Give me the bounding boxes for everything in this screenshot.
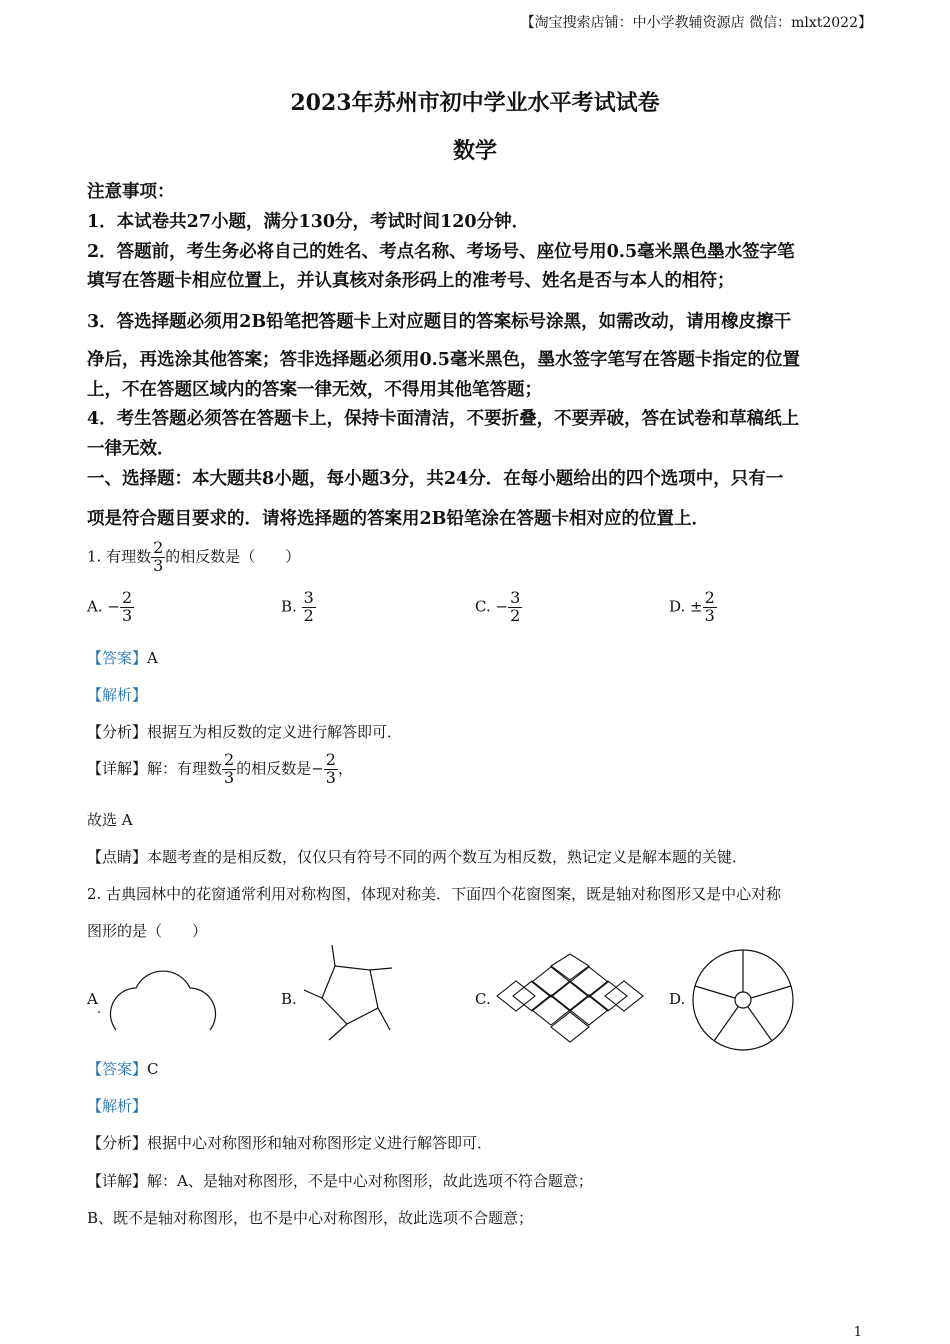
q2-analysis-tag: 【解析】 bbox=[87, 1097, 148, 1115]
q1-dianjing bbox=[87, 846, 747, 867]
option-label: C. bbox=[475, 597, 491, 616]
option-sign: − bbox=[495, 597, 509, 616]
fraction-numerator: 2 bbox=[153, 538, 164, 557]
section-heading: 项是符合题目要求的．请将选择题的答案用2B铅笔涂在答题卡相对应的位置上． bbox=[87, 509, 709, 529]
fenxi-tag: 【分析】 bbox=[87, 1134, 148, 1152]
detail-text: 的相反数是− bbox=[236, 759, 324, 778]
detail-tag: 【详解】 bbox=[87, 1172, 148, 1190]
notice-item: 3．答选择题必须用2B铅笔把答题卡上对应题目的答案标号涂黑，如需改动，请用橡皮擦干 bbox=[87, 312, 792, 332]
fraction-numerator: 3 bbox=[510, 588, 521, 607]
notice-item: 4．考生答题必须答在答题卡上，保持卡面清洁，不要折叠，不要弄破，答在试卷和草稿纸上 bbox=[87, 409, 800, 429]
section-heading: 一、选择题：本大题共8小题，每小题3分，共24分．在每小题给出的四个选项中，只有一 bbox=[87, 469, 784, 489]
subject-title: 数学 bbox=[452, 138, 497, 164]
q2-stem-line1: 2. 古典园林中的花窗通常利用对称构图，体现对称美．下面四个花窗图案，既是轴对称图形又是中心对称 bbox=[87, 885, 782, 903]
q2-option-a-dot: . bbox=[97, 1002, 102, 1017]
q2-option-d-label: D. bbox=[669, 990, 686, 1008]
q2-detail-2: B、既不是轴对称图形，也不是中心对称图形，故此选项不合题意； bbox=[87, 1209, 534, 1227]
fraction-numerator: 2 bbox=[121, 588, 133, 607]
option-sign: ± bbox=[690, 597, 703, 616]
q2-answer bbox=[87, 1058, 159, 1079]
notice-item: 上，不在答题区域内的答案一律无效，不得用其他笔答题； bbox=[87, 380, 542, 400]
dianjing-text: 本题考查的是相反数，仅仅只有符号不同的两个数互为相反数，熟记定义是解本题的关键． bbox=[147, 848, 748, 866]
header-note: 【淘宝搜索店铺：中小学教辅资源店 微信：mlxt2022】 bbox=[520, 15, 872, 31]
window-figure-b bbox=[300, 944, 395, 1039]
q2-detail bbox=[87, 1170, 593, 1191]
detail-tag: 【详解】 bbox=[87, 759, 148, 778]
window-figure-a bbox=[108, 958, 218, 1033]
q2-option-c-label: C. bbox=[475, 990, 491, 1008]
detail-text: ， bbox=[337, 759, 353, 778]
fenxi-text: 根据中心对称图形和轴对称图形定义进行解答即可． bbox=[147, 1134, 493, 1152]
q1-analysis-tag: 【解析】 bbox=[87, 686, 148, 704]
q1-option-b bbox=[281, 590, 316, 625]
window-figure-c bbox=[495, 954, 645, 1044]
notice-item: 一律无效． bbox=[87, 439, 175, 459]
q1-stem-post: 的相反数是（ ） bbox=[165, 547, 301, 566]
q2-stem-line2: 图形的是（ ） bbox=[87, 922, 208, 940]
fraction-denominator: 3 bbox=[153, 555, 164, 575]
q1-fenxi bbox=[87, 721, 402, 742]
dianjing-tag: 【点睛】 bbox=[87, 848, 148, 866]
fraction-numerator: 2 bbox=[325, 750, 336, 769]
q1-detail bbox=[87, 752, 353, 787]
answer-value: A bbox=[147, 649, 158, 667]
notice-item: 2．答题前，考生务必将自己的姓名、考点名称、考场号、座位号用0.5毫米黑色墨水签字笔 bbox=[87, 242, 795, 262]
notice-heading: 注意事项： bbox=[87, 182, 175, 202]
detail-text: 解：A、是轴对称图形，不是中心对称图形，故此选项不符合题意； bbox=[147, 1172, 593, 1190]
q1-answer bbox=[87, 647, 158, 668]
fraction-numerator: 2 bbox=[704, 588, 715, 607]
fraction-denominator: 2 bbox=[303, 605, 314, 625]
answer-value: C bbox=[147, 1060, 159, 1078]
notice-item: 净后，再选涂其他答案；答非选择题必须用0.5毫米黑色，墨水签字笔写在答题卡指定的位置 bbox=[87, 350, 800, 370]
q1-stem-fraction bbox=[151, 540, 165, 575]
option-label: D. bbox=[669, 597, 686, 616]
q2-option-b-label: B. bbox=[281, 990, 297, 1008]
q2-option-a-label: A bbox=[87, 990, 98, 1008]
fraction-numerator: 3 bbox=[303, 588, 314, 607]
fenxi-text: 根据互为相反数的定义进行解答即可． bbox=[147, 723, 403, 741]
exam-title: 2023年苏州市初中学业水平考试试卷 bbox=[290, 90, 660, 116]
fenxi-tag: 【分析】 bbox=[87, 723, 148, 741]
page-number: 1 bbox=[853, 1325, 862, 1340]
fraction-denominator: 3 bbox=[121, 605, 133, 625]
notice-item: 1．本试卷共27小题，满分130分，考试时间120分钟． bbox=[87, 212, 530, 232]
detail-text: 解：有理数 bbox=[147, 759, 223, 778]
q1-choose: 故选 A bbox=[87, 811, 133, 829]
fraction-denominator: 3 bbox=[224, 767, 235, 787]
fraction-denominator: 3 bbox=[325, 767, 336, 787]
answer-tag: 【答案】 bbox=[87, 649, 148, 667]
option-sign: − bbox=[107, 597, 120, 616]
window-figure-d bbox=[690, 946, 800, 1051]
q1-stem-pre: 1. 有理数 bbox=[87, 547, 152, 566]
notice-item: 填写在答题卡相应位置上，并认真核对条形码上的准考号、姓名是否与本人的相符； bbox=[87, 271, 735, 291]
q1-option-c bbox=[475, 590, 522, 625]
q1-option-d bbox=[669, 590, 717, 625]
q1-stem bbox=[87, 540, 300, 575]
answer-tag: 【答案】 bbox=[87, 1060, 148, 1078]
q1-option-a bbox=[87, 590, 134, 625]
q2-fenxi bbox=[87, 1132, 492, 1153]
fraction-denominator: 3 bbox=[704, 605, 715, 625]
option-label: B. bbox=[281, 597, 297, 616]
fraction-denominator: 2 bbox=[510, 605, 521, 625]
fraction-numerator: 2 bbox=[224, 750, 235, 769]
option-label: A. bbox=[87, 597, 103, 616]
